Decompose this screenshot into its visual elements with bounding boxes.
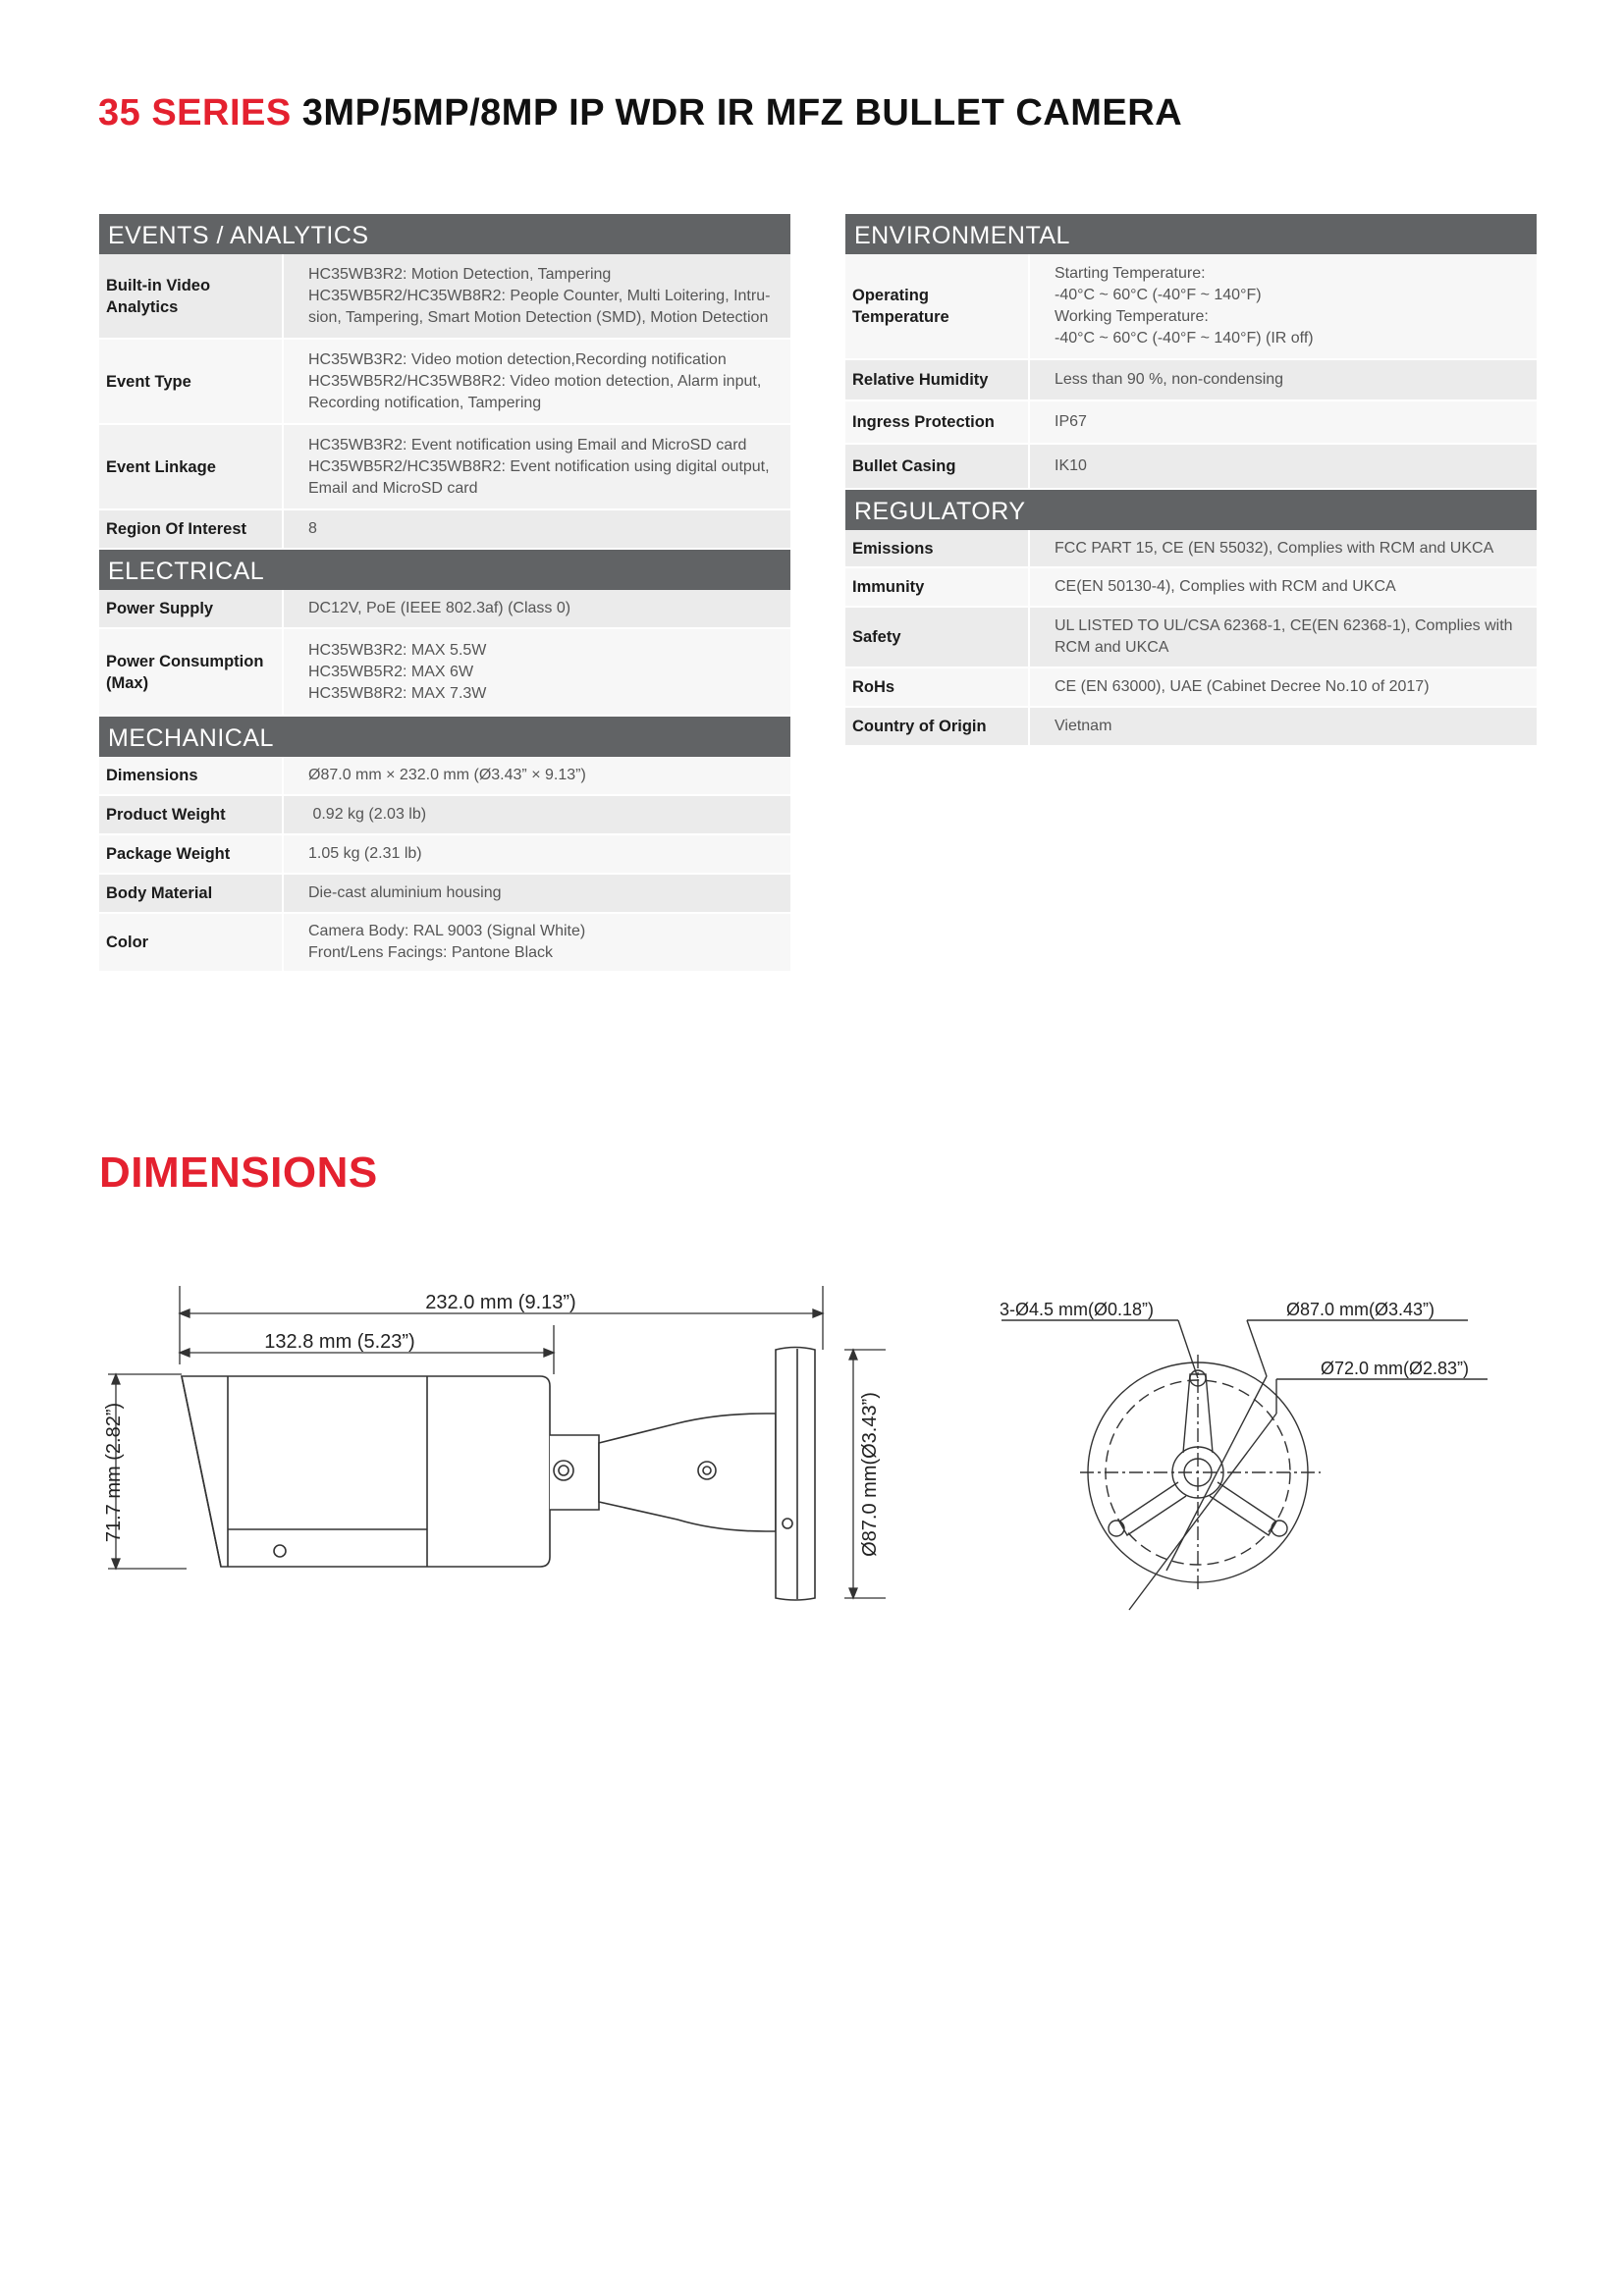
spec-value: IK10 bbox=[1055, 457, 1087, 474]
spec-row bbox=[99, 510, 790, 550]
spec-label: Immunity bbox=[845, 568, 1030, 606]
spec-label: Body Material bbox=[99, 875, 284, 912]
body-length-label: 132.8 mm (5.23”) bbox=[264, 1331, 415, 1353]
spec-label: Relative Humidity bbox=[845, 360, 1030, 400]
spec-value: UL LISTED TO UL/CSA 62368-1, CE(EN 62368-1), Complies with RCM and UKCA bbox=[1055, 617, 1513, 656]
spec-value: Vietnam bbox=[1055, 718, 1112, 734]
holes-label: 3-Ø4.5 mm(Ø0.18”) bbox=[1000, 1300, 1155, 1319]
base-view-drawing bbox=[982, 1286, 1532, 1629]
page-title bbox=[98, 92, 1182, 134]
spec-label: Event Type bbox=[99, 340, 284, 423]
spec-row bbox=[99, 835, 790, 875]
outer-diameter-label: Ø87.0 mm(Ø3.43”) bbox=[1286, 1300, 1435, 1319]
body-height-label: 71.7 mm (2.82”) bbox=[103, 1402, 125, 1543]
spec-row bbox=[99, 629, 790, 717]
spec-table-right bbox=[845, 214, 1537, 747]
spec-label: Ingress Protection bbox=[845, 401, 1030, 443]
spec-row bbox=[99, 590, 790, 629]
dimensions-title: DIMENSIONS bbox=[99, 1148, 378, 1197]
spec-row bbox=[99, 757, 790, 796]
spec-table-left bbox=[99, 214, 790, 973]
spec-row bbox=[845, 254, 1537, 360]
spec-row bbox=[99, 254, 790, 340]
overall-length-label: 232.0 mm (9.13”) bbox=[425, 1292, 576, 1313]
spec-row bbox=[845, 530, 1537, 568]
spec-label: Power Consumption (Max) bbox=[99, 629, 284, 715]
spec-row bbox=[845, 445, 1537, 490]
spec-row bbox=[99, 914, 790, 973]
spec-label: Safety bbox=[845, 608, 1030, 667]
side-view-drawing bbox=[88, 1266, 903, 1620]
spec-value: HC35WB3R2: Motion Detection, Tampering HC35WB5R2/HC35WB8R2: People Counter, Multi Loitering, Intru- sion, Tampering, Smart Motion Detection (SMD), Motion Detection bbox=[308, 265, 771, 326]
spec-row bbox=[845, 568, 1537, 608]
spec-value: Starting Temperature: -40°C ~ 60°C (-40°F ~ 140°F) Working Temperature: -40°C ~ 60°C (-40°F ~ 140°F) (IR off) bbox=[1055, 265, 1314, 347]
spec-value: 8 bbox=[308, 520, 317, 537]
spec-label: Color bbox=[99, 914, 284, 971]
base-diameter-label: Ø87.0 mm(Ø3.43”) bbox=[859, 1392, 881, 1557]
spec-value: IP67 bbox=[1055, 413, 1087, 430]
camera-side-outline bbox=[182, 1348, 815, 1601]
spec-value: FCC PART 15, CE (EN 55032), Complies with RCM and UKCA bbox=[1055, 539, 1494, 557]
spec-label: Operating Temperature bbox=[845, 254, 1030, 358]
section-header-environmental: ENVIRONMENTAL bbox=[845, 214, 1537, 254]
spec-value: Die-cast aluminium housing bbox=[308, 884, 502, 901]
spec-value: Ø87.0 mm × 232.0 mm (Ø3.43” × 9.13”) bbox=[308, 767, 586, 783]
spec-row bbox=[99, 796, 790, 835]
spec-value: CE(EN 50130-4), Complies with RCM and UKCA bbox=[1055, 578, 1396, 595]
spec-row bbox=[845, 668, 1537, 708]
spec-value: 1.05 kg (2.31 lb) bbox=[308, 845, 422, 862]
section-header-mechanical: MECHANICAL bbox=[99, 717, 790, 757]
spec-row bbox=[99, 340, 790, 425]
spec-label: Dimensions bbox=[99, 757, 284, 794]
spec-row bbox=[845, 401, 1537, 445]
spec-label: Package Weight bbox=[99, 835, 284, 873]
spec-label: Region Of Interest bbox=[99, 510, 284, 548]
spec-row bbox=[845, 360, 1537, 401]
spec-label: Power Supply bbox=[99, 590, 284, 627]
spec-row bbox=[99, 425, 790, 510]
spec-label: RoHs bbox=[845, 668, 1030, 706]
spec-value: HC35WB3R2: Event notification using Email and MicroSD card HC35WB5R2/HC35WB8R2: Event notification using digital output, Email and MicroSD card bbox=[308, 436, 770, 497]
section-header-events: EVENTS / ANALYTICS bbox=[99, 214, 790, 254]
section-header-electrical: ELECTRICAL bbox=[99, 550, 790, 590]
spec-label: Product Weight bbox=[99, 796, 284, 833]
spec-label: Emissions bbox=[845, 530, 1030, 566]
spec-row bbox=[99, 875, 790, 914]
spec-label: Country of Origin bbox=[845, 708, 1030, 745]
product-name: 3MP/5MP/8MP IP WDR IR MFZ BULLET CAMERA bbox=[301, 92, 1183, 133]
spec-value: HC35WB3R2: MAX 5.5W HC35WB5R2: MAX 6W HC35WB8R2: MAX 7.3W bbox=[308, 641, 487, 702]
spec-value: Less than 90 %, non-condensing bbox=[1055, 371, 1284, 388]
inner-diameter-label: Ø72.0 mm(Ø2.83”) bbox=[1321, 1359, 1470, 1378]
spec-value: 0.92 kg (2.03 lb) bbox=[308, 806, 427, 823]
spec-row bbox=[845, 608, 1537, 668]
spec-label: Event Linkage bbox=[99, 425, 284, 508]
spec-label: Built-in Video Analytics bbox=[99, 254, 284, 338]
spec-label: Bullet Casing bbox=[845, 445, 1030, 488]
series-name: 35 SERIES bbox=[98, 92, 292, 133]
spec-value: HC35WB3R2: Video motion detection,Recording notification HC35WB5R2/HC35WB8R2: Video motion detection, Alarm input, Recording notification, Tampering bbox=[308, 350, 762, 411]
spec-value: Camera Body: RAL 9003 (Signal White) Front/Lens Facings: Pantone Black bbox=[308, 923, 586, 961]
section-header-regulatory: REGULATORY bbox=[845, 490, 1537, 530]
spec-value: DC12V, PoE (IEEE 802.3af) (Class 0) bbox=[308, 600, 571, 616]
spec-value: CE (EN 63000), UAE (Cabinet Decree No.10 of 2017) bbox=[1055, 678, 1430, 695]
spec-row bbox=[845, 708, 1537, 747]
